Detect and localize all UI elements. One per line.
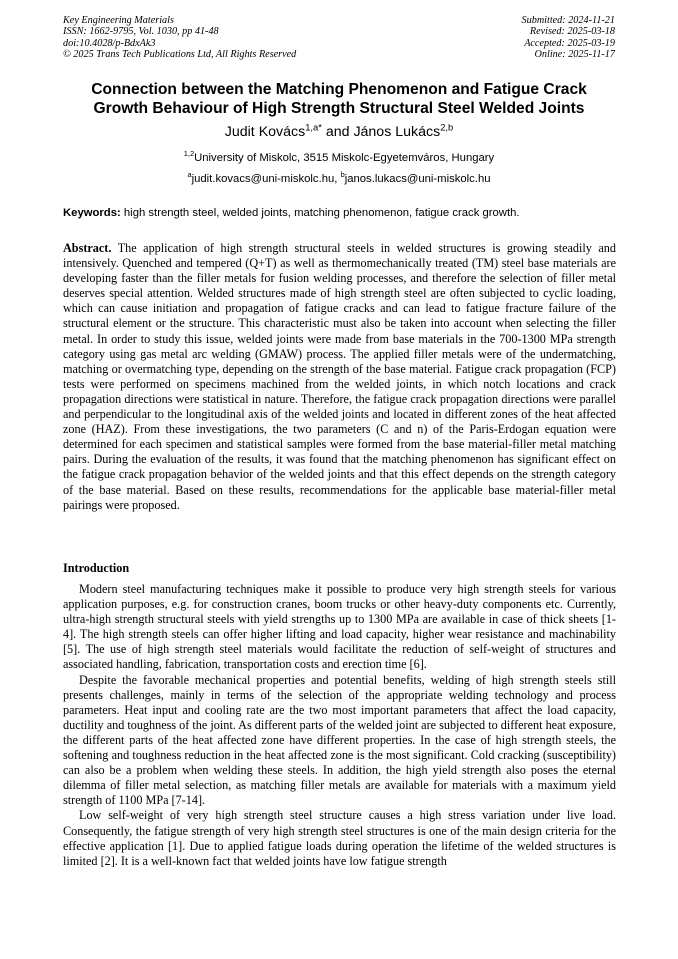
- intro-paragraph-1: Modern steel manufacturing techniques make it possible to produce very high strength steels for various application purposes, e.g. for construction cranes, boom trucks or other heavy-duty components etc. Currently, ultra-high strength structural steels with yield strengths up to 1300 MPa are available in case of thick sheets [1-4]. The high strength steels can offer higher lifting and load capacity, higher wear resistance and machinability [5]. The use of high strength steel materials would facilitate the reduction of self-weight of structures and associated handling, fabrication, transportation costs and erection time [6].: [63, 582, 616, 672]
- author-1-marker: 1,a*: [305, 122, 322, 133]
- author-conjunction: and: [321, 124, 354, 140]
- author-1: Judit Kovács: [224, 124, 306, 140]
- abstract-text: The application of high strength structural steels in welded structures is growing steadily and intensively. Quenched and tempered (Q+T) as well as thermomechanically treated (TM) steel base materials are developing faster than the filler metals for fusion welding processes, and therefore the selection of filler metal deserves special attention. Welded structures made of high strength steel are often subjected to cyclic loading, which can cause initiation and propagation of fatigue cracks and can lead to fatigue fracture failure of the structural element or the structure. This characteristic must also be taken into account when selecting the filler metal. In order to study this issue, welded joints were made from base materials in the 700-1300 MPa strength category using gas metal arc welding (GMAW) process. The applied filler metals were of the undermatching, matching or overmatching type, depending on the strength of the base material. Fatigue crack propagation (FCP) tests were performed on specimens machined from the welded joints, in which notch locations and crack propagation directions were statistical in nature. Therefore, the fatigue crack propagation directions were parallel and perpendicular to the longitudinal axis of the welded joints and located in different zones of the heat affected zone (HAZ). From these investigations, the two parameters (C and n) of the Paris-Erdogan equation were determined for each specimen and statistical samples were formed from the base material-filler metal matching pairs. During the evaluation of the results, it was found that the matching phenomenon has significant effect on the fatigue crack propagation behavior of the welded joints and that this effect depends on the strength category of the base material. Based on these results, recommendations for the applicable base material-filler metal pairings were proposed.: [63, 241, 616, 512]
- revised-date: Revised: 2025-03-18: [529, 26, 615, 38]
- keywords-label: Keywords:: [63, 207, 121, 219]
- intro-paragraph-3: Low self-weight of very high strength steel structure causes a high stress variation under live load. Consequently, the fatigue strength of very high strength steel structures is one of the main design criteria for the effective application [1]. Due to applied fatigue loads during operation the lifetime of the welded structures is limited [2]. It is a well-known fact that welded joints have low fatigue strength: [63, 808, 616, 868]
- email-a-marker: a: [187, 170, 192, 180]
- journal-name: Key Engineering Materials: [63, 15, 174, 26]
- intro-paragraph-2: Despite the favorable mechanical properties and potential benefits, welding of high strength steels still presents challenges, mainly in terms of the selection of the appropriate welding technology and process parameters. Heat input and cooling rate are the two most important parameters that affect the load capacity, ductility and toughness of the joint. As different parts of the welded joint are subjected to different heat exposure, the different parts of the heat affected zone have different properties. In the case of high strength steels, the softening and toughness reduction in the heat affected zone is the most significant. Cold cracking (susceptibility) can also be a problem when welding these steels. In addition, the high yield strength also poses the eternal dilemma of filler metal selection, as matching filler metals are available for materials with a maximum yield strength of 1100 MPa [7-14].: [63, 672, 616, 808]
- abstract-label: Abstract.: [63, 241, 112, 255]
- authors: [40, 124, 638, 141]
- copyright: © 2025 Trans Tech Publications Ltd, All Rights Reserved: [63, 49, 297, 61]
- doi: doi:10.4028/p-BdxAk3: [63, 37, 156, 49]
- submitted-date: Submitted: 2024-11-21: [521, 15, 615, 26]
- accepted-date: Accepted: 2025-03-19: [524, 37, 615, 49]
- abstract: [63, 241, 616, 513]
- keywords-text: high strength steel, welded joints, matching phenomenon, fatigue crack growth.: [120, 207, 520, 219]
- emails: [40, 172, 638, 186]
- author-2: János Lukács: [353, 124, 441, 140]
- email-b[interactable]: janos.lukacs@uni-miskolc.hu: [344, 173, 491, 185]
- email-b-marker: b: [340, 170, 345, 180]
- email-a[interactable]: judit.kovacs@uni-miskolc.hu,: [191, 173, 341, 185]
- keywords: [63, 206, 615, 220]
- affiliation-text: University of Miskolc, 3515 Miskolc-Egyetemváros, Hungary: [194, 152, 495, 164]
- affiliation-marker: 1,2: [183, 149, 195, 159]
- author-2-marker: 2,b: [440, 122, 454, 133]
- publication-dates: [522, 15, 615, 61]
- introduction-heading: Introduction: [63, 561, 130, 575]
- title-line-1: Connection between the Matching Phenomenon and Fatigue Crack: [91, 81, 587, 98]
- issn: ISSN: 1662-9795, Vol. 1030, pp 41-48: [63, 26, 219, 38]
- title-line-2: Growth Behaviour of High Strength Structural Steel Welded Joints: [93, 99, 585, 117]
- introduction-body: [63, 582, 616, 869]
- online-date: Online: 2025-11-17: [534, 49, 615, 61]
- journal-info: [63, 15, 296, 61]
- affiliation: [40, 151, 638, 165]
- paper-title: [40, 81, 638, 118]
